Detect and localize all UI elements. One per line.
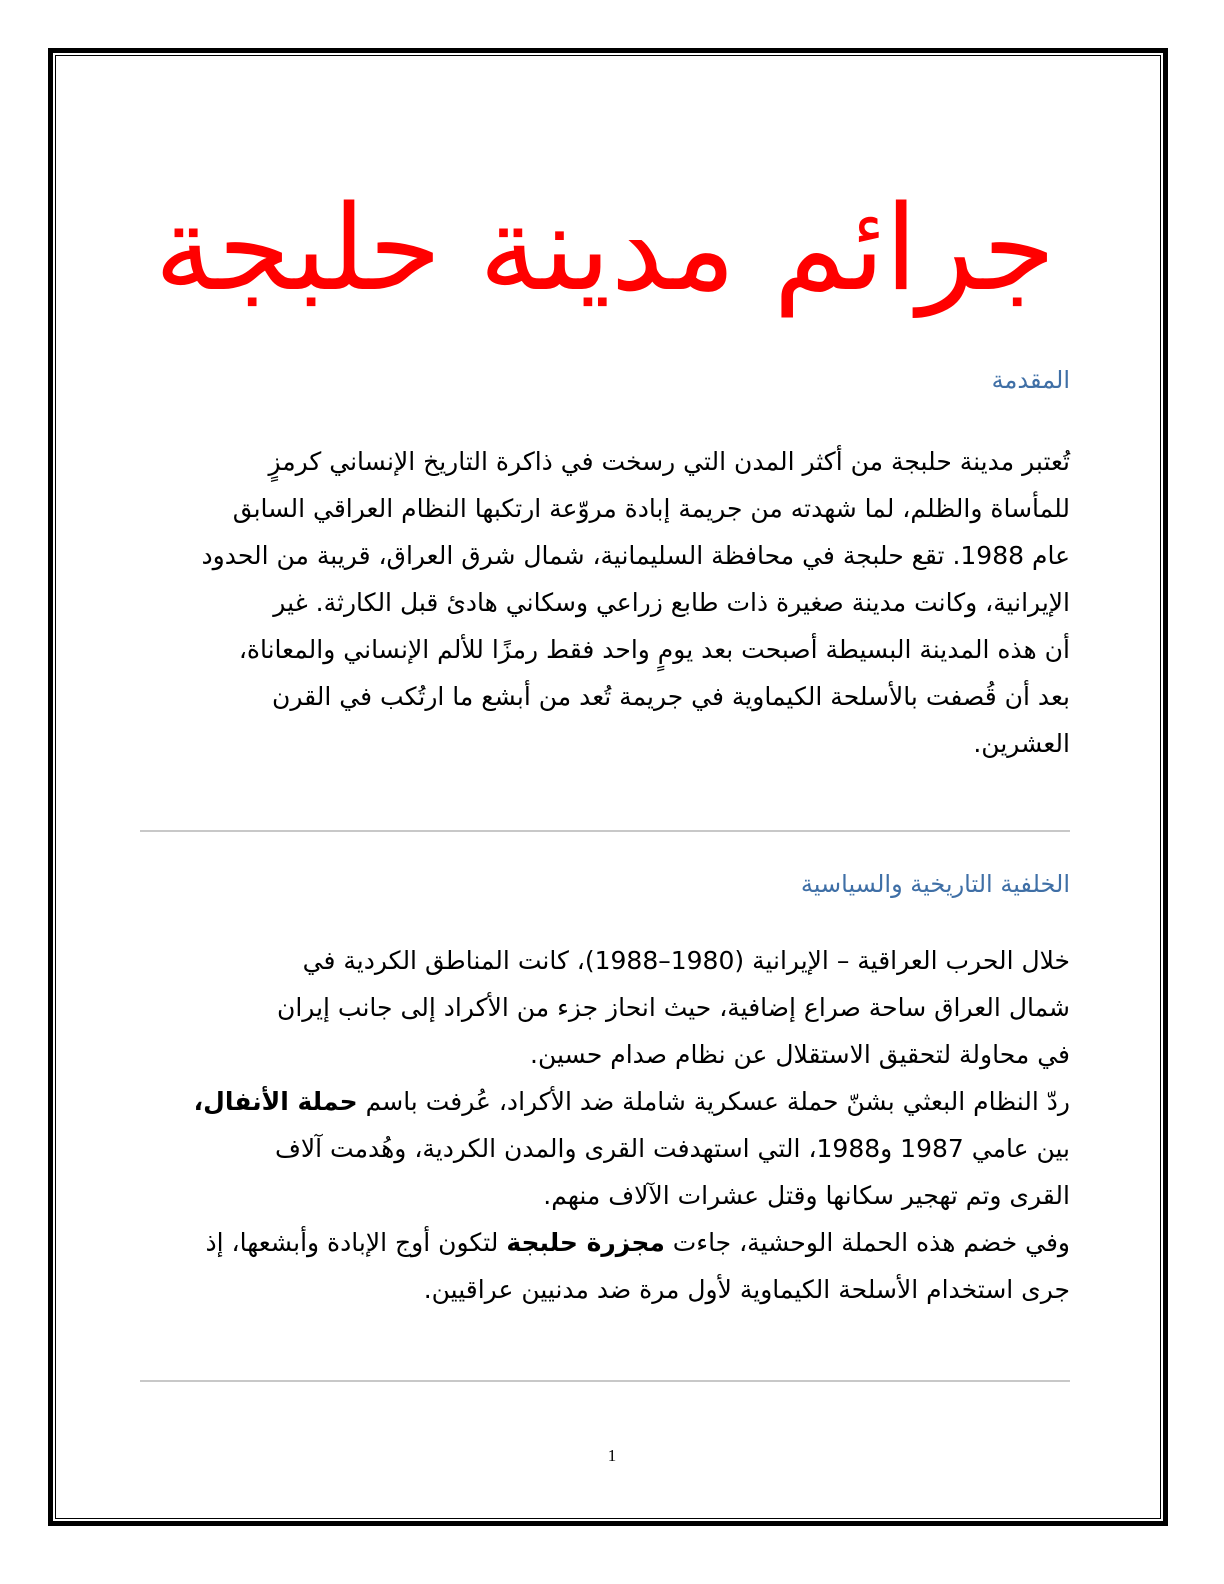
paragraph-line: الإيرانية، وكانت مدينة صغيرة ذات طابع زراعي وسكاني هادئ قبل الكارثة. غير [273, 588, 1070, 617]
section-divider [140, 830, 1070, 832]
paragraph-line: بين عامي 1987 و1988، التي استهدفت القرى والمدن الكردية، وهُدمت آلاف [274, 1134, 1070, 1163]
paragraph-line [140, 1078, 1070, 1125]
halabja-massacre-bold: مجزرة حلبجة [506, 1228, 665, 1257]
paragraph-line: العشرين. [973, 729, 1070, 758]
section-heading-introduction: المقدمة [991, 366, 1070, 394]
paragraph-text: وفي خضم هذه الحملة الوحشية، جاءت [664, 1228, 1070, 1257]
background-paragraph [140, 937, 1070, 1313]
page-number: 1 [607, 1446, 617, 1465]
anfal-campaign-bold: حملة الأنفال، [193, 1087, 358, 1116]
paragraph-line: القرى وتم تهجير سكانها وقتل عشرات الآلاف منهم. [543, 1181, 1070, 1210]
section-divider [140, 1380, 1070, 1382]
paragraph-line: تُعتبر مدينة حلبجة من أكثر المدن التي رسخت في ذاكرة التاريخ الإنساني كرمزٍ [268, 447, 1070, 476]
paragraph-line: خلال الحرب العراقية – الإيرانية (1980–1988)، كانت المناطق الكردية في [302, 946, 1070, 975]
introduction-paragraph [140, 438, 1070, 767]
paragraph-text: ردّ النظام البعثي بشنّ حملة عسكرية شاملة ضد الأكراد، عُرفت باسم [357, 1087, 1070, 1116]
paragraph-text: لتكون أوج الإبادة وأبشعها، إذ [205, 1228, 507, 1257]
paragraph-line: شمال العراق ساحة صراع إضافية، حيث انحاز جزء من الأكراد إلى جانب إيران [276, 993, 1070, 1022]
paragraph-line: في محاولة لتحقيق الاستقلال عن نظام صدام حسين. [530, 1040, 1070, 1069]
document-title: جرائم مدينة حلبجة [154, 179, 1056, 317]
paragraph-line: أن هذه المدينة البسيطة أصبحت بعد يومٍ واحد فقط رمزًا للألم الإنساني والمعاناة، [238, 635, 1070, 664]
paragraph-line: عام 1988. تقع حلبجة في محافظة السليمانية، شمال شرق العراق، قريبة من الحدود [201, 541, 1070, 570]
section-heading-background: الخلفية التاريخية والسياسية [800, 870, 1070, 898]
paragraph-line: بعد أن قُصفت بالأسلحة الكيماوية في جريمة تُعد من أبشع ما ارتُكب في القرن [271, 682, 1070, 711]
paragraph-line [140, 1219, 1070, 1266]
paragraph-line: جرى استخدام الأسلحة الكيماوية لأول مرة ضد مدنيين عراقيين. [423, 1275, 1070, 1304]
paragraph-line: للمأساة والظلم، لما شهدته من جريمة إبادة مروّعة ارتكبها النظام العراقي السابق [232, 494, 1070, 523]
